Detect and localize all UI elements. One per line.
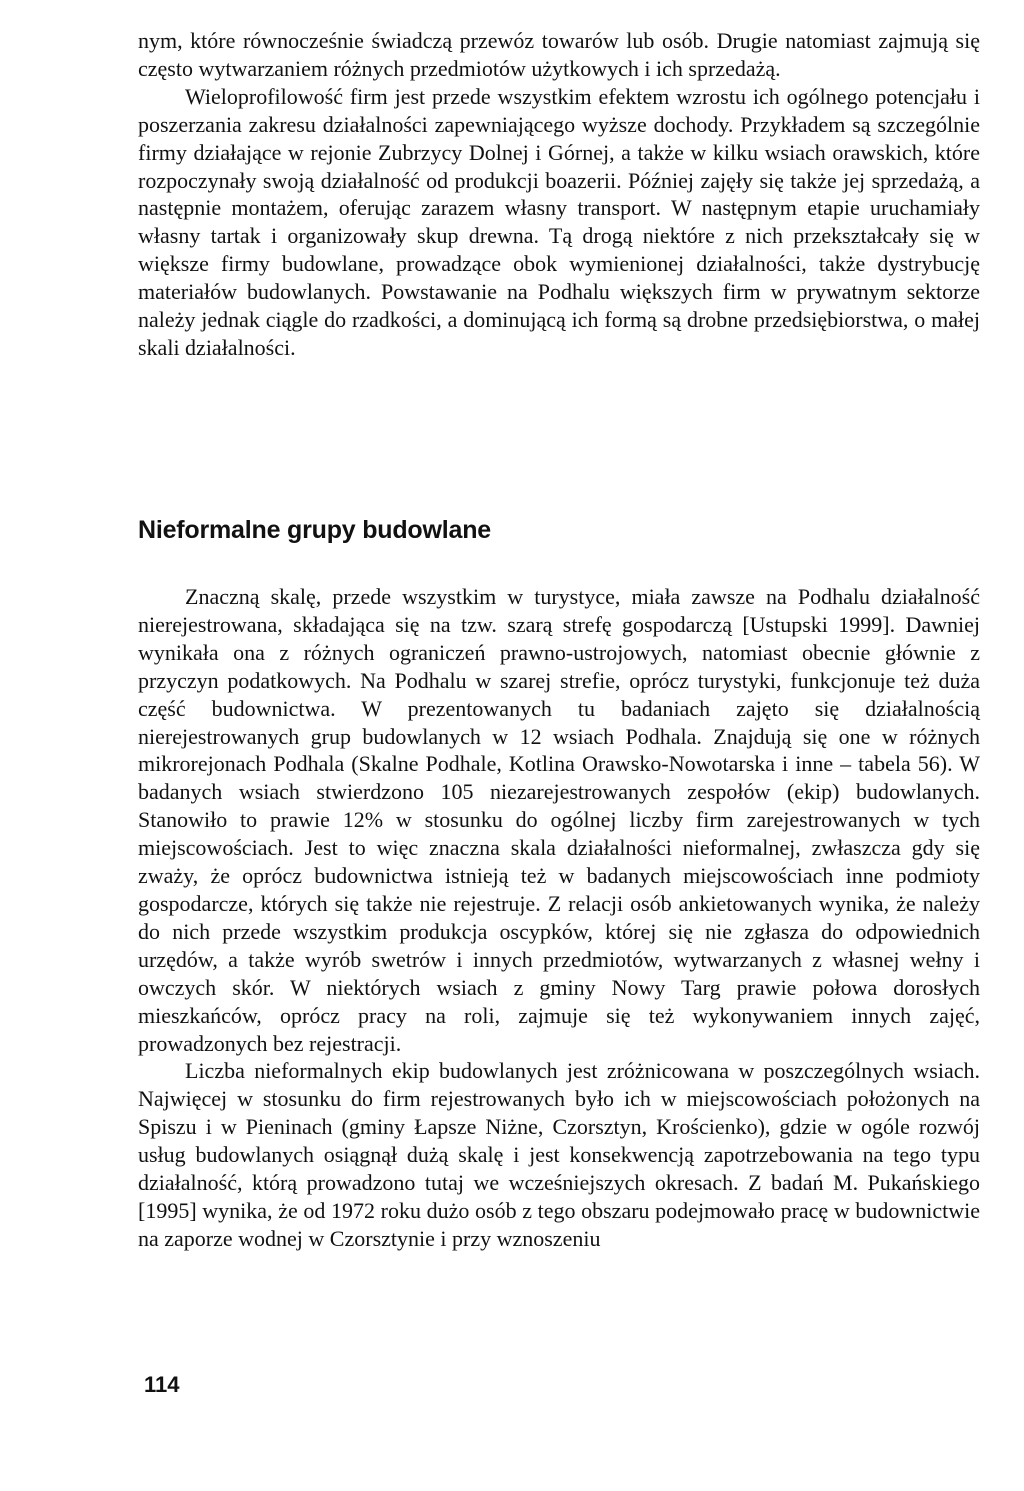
paragraph-wieloprofilowosc: Wieloprofilowość firm jest przede wszystkim efektem wzrostu ich ogólnego potencjału i poszerzania zakresu działalności zapewniającego wyższe dochody. Przykładem są szczególnie firmy działające w rejonie Zubrzycy Dolnej i Górnej, a także w kilku wsiach orawskich, które rozpoczynały swoją działalność od produkcji boazerii. Później zajęły się także jej sprzedażą, a następnie montażem, oferując zarazem własny transport. W następnym etapie uruchamiały własny tartak i organizowały skup drewna. Tą drogą niektóre z nich przekształcały się w większe firmy budowlane, prowadzące obok wymienionej działalności, także dystrybucję materiałów budowlanych. Powstawanie na Podhalu większych firm w prywatnym sektorze należy jednak ciągle do rzadkości, a dominującą ich formą są drobne przedsiębiorstwa, o małej skali działalności. — [138, 83, 980, 360]
page-number: 114 — [144, 1372, 180, 1397]
paragraph-continuation: nym, które równocześnie świadczą przewóz towarów lub osób. Drugie natomiast zajmują się często wytwarzaniem różnych przedmiotów użytkowych i ich sprzedażą. — [138, 28, 980, 81]
body-text-section — [138, 583, 980, 1253]
paragraph-szara-strefa: Znaczną skalę, przede wszystkim w turystyce, miała zawsze na Podhalu działalność nierejestrowana, składająca się na tzw. szarą strefę gospodarczą [Ustupski 1999]. Dawniej wynikała ona z różnych ograniczeń prawno-ustrojowych, natomiast obecnie głównie z przyczyn podatkowych. Na Podhalu w szarej strefie, oprócz turystyki, funkcjonuje też duża część budownictwa. W prezentowanych tu badaniach zajęto się działalnością nierejestrowanych grup budowlanych w 12 wsiach Podhala. Znajdują się one w różnych mikrorejonach Podhala (Skalne Podhale, Kotlina Orawsko-Nowotarska i inne – tabela 56). W badanych wsiach stwierdzono 105 niezarejestrowanych zespołów (ekip) budowlanych. Stanowiło to prawie 12% w stosunku do ogólnej liczby firm zarejestrowanych w tych miejscowościach. Jest to więc znaczna skala działalności nieformalnej, zwłaszcza gdy się zważy, że oprócz budownictwa istnieją też w badanych miejscowościach inne podmioty gospodarcze, których się także nie rejestruje. Z relacji osób ankietowanych wynika, że należy do nich przede wszystkim produkcja oscypków, której się nie zgłasza do odpowiednich urzędów, a także wyrób swetrów i innych przedmiotów, wytwarzanych z własnej wełny i owczych skór. W niektórych wsiach z gminy Nowy Targ prawie połowa dorosłych mieszkańców, oprócz pracy na roli, zajmuje się też wykonywaniem innych zajęć, prowadzonych bez rejestracji. — [138, 584, 980, 1056]
section-heading: Nieformalne grupy budowlane — [138, 516, 491, 544]
paragraph-liczba-ekip: Liczba nieformalnych ekip budowlanych jest zróżnicowana w poszczególnych wsiach. Najwięcej w stosunku do firm rejestrowanych było ich w miejscowościach położonych na Spiszu i w Pieninach (gminy Łapsze Niżne, Czorsztyn, Krościenko), gdzie w ogóle rozwój usług budowlanych osiągnął dużą skalę i jest konsekwencją zapotrzebowania na tego typu działalność, którą prowadzono tutaj we wcześniejszych okresach. Z badań M. Pukańskiego [1995] wynika, że od 1972 roku dużo osób z tego obszaru podejmowało pracę w budownictwie na zaporze wodnej w Czorsztynie i przy wznoszeniu — [138, 1058, 980, 1251]
body-text-top — [138, 27, 980, 362]
